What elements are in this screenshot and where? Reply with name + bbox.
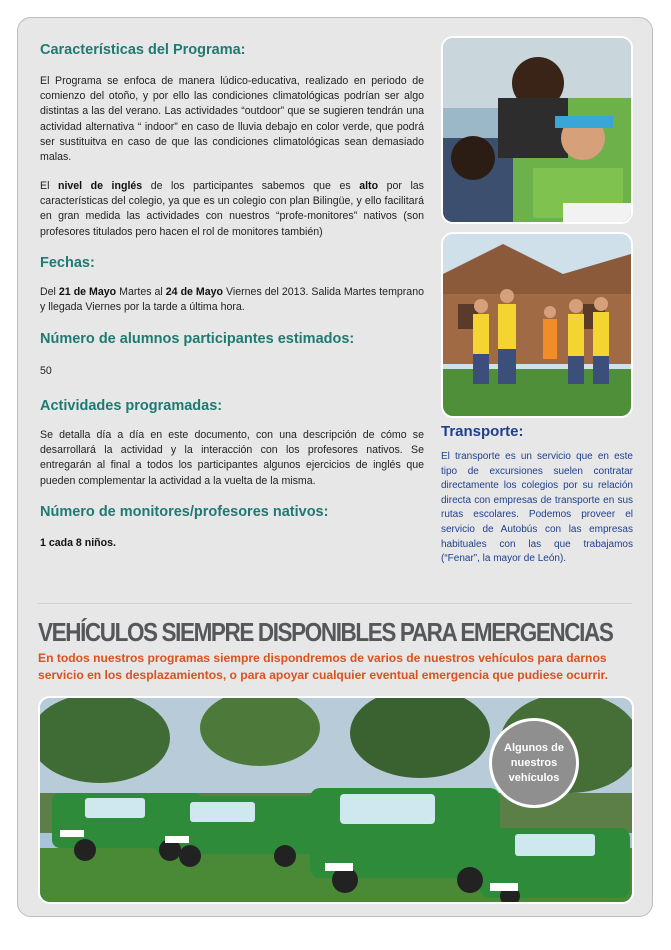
- vehicles-subtitle: En todos nuestros programas siempre dispondremos de varios de nuestros vehículos para darnos servicio en los desplazamientos, o para apoyar cualquier eventual emergencia que pudiese ocurrir.: [38, 651, 608, 682]
- alumnos-heading: Número de alumnos participantes estimados:: [40, 331, 355, 347]
- monitores-value: 1 cada 8 niños.: [40, 537, 116, 549]
- actividades-heading: Actividades programadas:: [40, 398, 223, 414]
- group-photo: [441, 232, 633, 418]
- monitores-heading: Número de monitores/profesores nativos:: [40, 504, 329, 520]
- section-divider: [38, 603, 632, 604]
- vehicles-title: VEHÍCULOS SIEMPRE DISPONIBLES PARA EMERGENCIAS: [38, 618, 613, 647]
- alumnos-value: 50: [40, 365, 52, 377]
- vehicles-bubble-label: Algunos de nuestros vehículos: [504, 741, 564, 784]
- students-photo-illustration: [443, 38, 631, 222]
- vehicles-bubble: [489, 718, 579, 808]
- program-paragraph-1: El Programa se enfoca de manera lúdico-educativa, realizado en periodo de comienzo del otoño, y por ello las condiciones climatológicas podrían ser algo distintas a las del verano. Las actividades “outdoor” que se sugieren tendrán una actividad alternativa “ indoor” en caso de lluvia debajo en color verde, que podrá ser sustituitva en caso de que las condiciones climatológicas sean demasiado malas.: [40, 75, 424, 164]
- actividades-text: Se detalla día a día en este documento, con una descripción de cómo se desarrollará la actividad y la interacción con los profesores nativos. Se entregarán al final a todos los participantes algunos ejercicios de inglés que pueden complementar la actividad a la vuelta de la misma.: [40, 429, 424, 487]
- program-heading: Características del Programa:: [40, 42, 246, 58]
- transporte-text: El transporte es un servicio que en este tipo de excursiones suelen contratar directamente los colegios por su relación directa con empresas de transporte en sus rutas escolares. Podemos proveer el servicio de Autobús con las empresas habituales con las que trabajamos (“Fenar”, la mayor de León).: [441, 451, 633, 565]
- transporte-heading: Transporte:: [441, 423, 524, 440]
- fechas-heading: Fechas:: [40, 255, 95, 271]
- fechas-text: Del 21 de Mayo Martes al 24 de Mayo Viernes del 2013. Salida Martes temprano y llegada Viernes por la tarde a última hora.: [40, 286, 424, 314]
- program-paragraph-2: El nivel de inglés de los participantes sabemos que es alto por las características del colegio, ya que es un colegio con plan Bilingüe, y ello facilitará en gran medida las actividades con nuestros “profe-monitores” nativos (son profesores titulados pero hacen el rol de monitores también): [40, 180, 424, 238]
- group-photo-illustration: [443, 234, 631, 416]
- students-photo: [441, 36, 633, 224]
- brochure-panel: [17, 17, 653, 917]
